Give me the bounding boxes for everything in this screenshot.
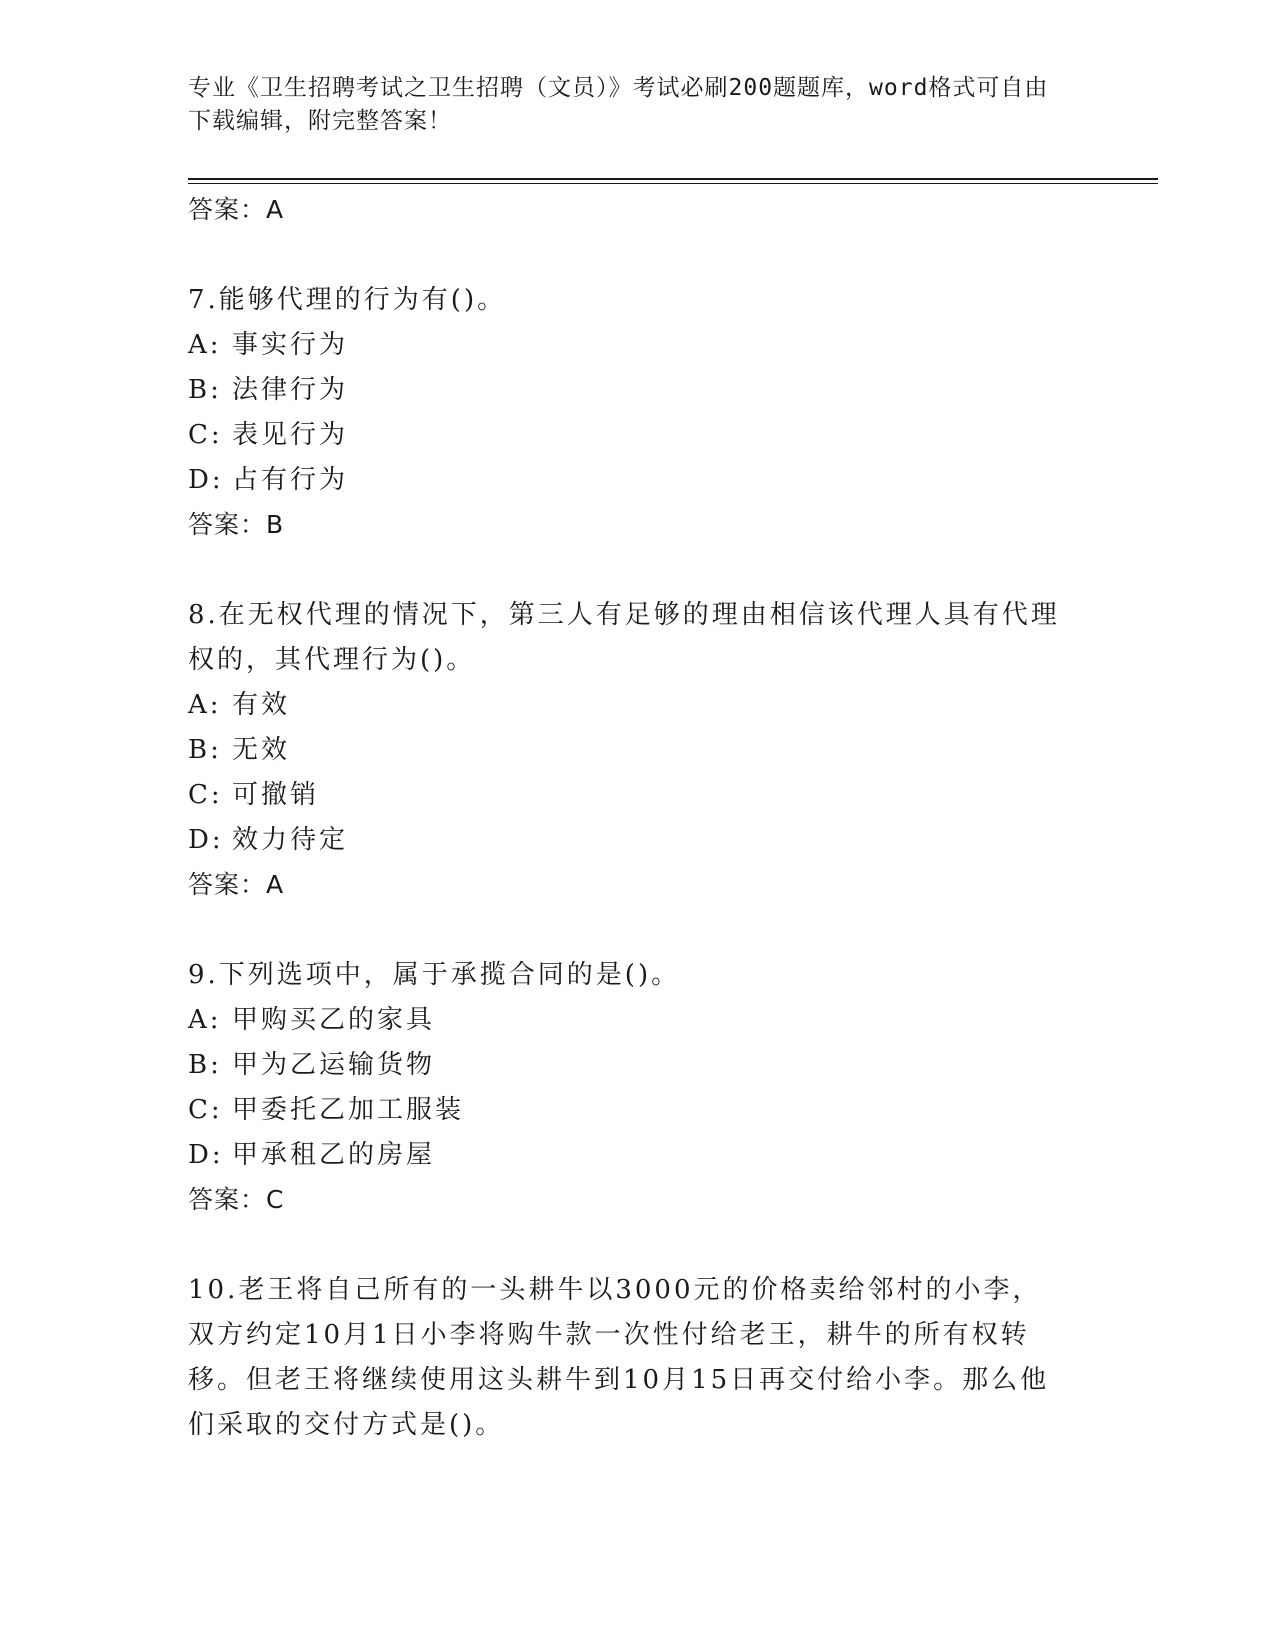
answer-line: 答案：B [188,510,285,539]
option-letter: C: [188,420,223,450]
option-a [188,323,1068,368]
option-letter: C: [188,780,223,810]
option-letter: A: [188,330,222,360]
option-text: 占有行为 [232,465,349,495]
question-stem: 8.在无权代理的情况下，第三人有足够的理由相信该代理人具有代理权的，其代理行为()。 [188,600,1060,675]
option-text: 甲购买乙的家具 [232,1005,436,1035]
header-divider-thick [188,178,1158,180]
option-c [188,413,1068,458]
option-text: 法律行为 [232,375,349,405]
option-letter: B: [188,735,222,765]
question-8 [188,593,1068,907]
answer-line: 答案：A [188,870,285,899]
option-text: 甲承租乙的房屋 [232,1140,436,1170]
option-letter: D: [188,825,224,855]
option-text: 甲为乙运输货物 [232,1050,436,1080]
option-text: 表见行为 [232,420,349,450]
question-10 [188,1268,1068,1448]
option-letter: A: [188,690,222,720]
option-letter: B: [188,1050,222,1080]
question-stem: 7.能够代理的行为有()。 [188,285,507,315]
option-c [188,1088,1068,1133]
option-text: 效力待定 [232,825,349,855]
option-text: 有效 [232,690,291,720]
option-letter: C: [188,1095,223,1125]
option-d [188,818,1068,863]
option-c [188,773,1068,818]
option-b [188,368,1068,413]
option-b [188,728,1068,773]
option-letter: D: [188,1140,224,1170]
option-text: 可撤销 [232,780,320,810]
document-body [188,188,1068,1448]
option-text: 事实行为 [232,330,349,360]
answer-line-q6: 答案：A [188,195,285,224]
option-text: 甲委托乙加工服装 [232,1095,465,1125]
document-header: 专业《卫生招聘考试之卫生招聘（文员）》考试必刷200题题库，word格式可自由下载编辑，附完整答案！ [188,75,1049,134]
option-text: 无效 [232,735,291,765]
option-letter: B: [188,375,222,405]
option-d [188,1133,1068,1178]
question-7 [188,278,1068,547]
question-stem: 10.老王将自己所有的一头耕牛以3000元的价格卖给邻村的小李，双方约定10月1日小李将购牛款一次性付给老王，耕牛的所有权转移。但老王将继续使用这头耕牛到10月15日再交付给小李。那么他们采取的交付方式是()。 [188,1275,1050,1440]
option-a [188,683,1068,728]
option-letter: D: [188,465,224,495]
option-b [188,1043,1068,1088]
question-stem: 9.下列选项中，属于承揽合同的是()。 [188,960,681,990]
option-d [188,458,1068,503]
answer-line: 答案：C [188,1185,285,1214]
question-9 [188,953,1068,1222]
option-a [188,998,1068,1043]
option-letter: A: [188,1005,222,1035]
header-divider-thin [188,183,1158,184]
